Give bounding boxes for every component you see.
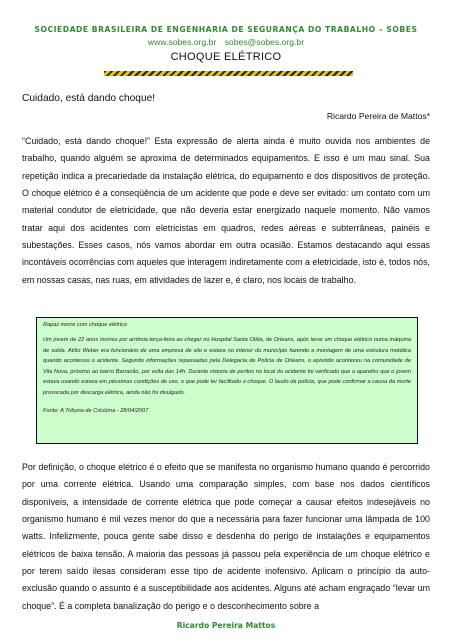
- document-title: CHOQUE ELÉTRICO: [170, 51, 282, 63]
- news-box-body: Um jovem de 22 anos morreu por arritmia terça-feira ao chegar no Hospital Santa Otília, de Orleans, após levar um choque elétrico numa máquina de solda. Atílio Weber era funcionário de uma empresa de silo e estava no interior do município fazendo a montagem de uma estrutura metálica quando aconteceu o acidente. Segundo informações repassadas pela Delegacia de Polícia de Orleans, o episódio aconteceu na comunidade de Vila Nova, próximo ao bairro Barracão, por volta das 14h. Durante vistoria de peritos no local do acidente foi verificado que o aparelho que o jovem estava usando estava em péssimas condições de uso, o que pode ter facilitado o choque. O laudo da polícia, que pode confirmar a causa da morte provocada por descarga elétrica, ainda não foi divulgado.: [43, 337, 411, 396]
- article-subtitle: Cuidado, está dando choque!: [22, 93, 156, 104]
- news-box: [36, 317, 418, 444]
- page-header: [0, 25, 452, 63]
- email-link[interactable]: sobes@sobes.org.br: [224, 37, 305, 47]
- article-paragraph-2: Por definição, o choque elétrico é o efeito que se manifesta no organismo humano quando é percorrido por uma corrente elétrica. Usando uma comparação simples, com base nos dados científicos disponíveis, a intensidade de corrente elétrica que pode começar a causar efeitos indesejáveis no organismo humano é mil vezes menor do que a necessária para fazer funcionar uma lâmpada de 100 watts. Infelizmente, pouca gente sabe disso e desdenha do perigo de instalações e equipamentos elétricos de baixa tensão. A maioria das pessoas já passou pela experiência de um choque elétrico e por terem saído ilesas consideram esse tipo de acidente inofensivo. Aplicam o princípio da auto-exclusão quando o assunto é a susceptibilidade aos acidentes. Alguns até acham engraçado “levar um choque”. É a completa banalização do perigo e o desconhecimento sobre a: [22, 462, 430, 611]
- organization-name: SOCIEDADE BRASILEIRA DE ENGENHARIA DE SEGURANÇA DO TRABALHO – SOBES: [34, 25, 418, 34]
- footer-author: Ricardo Pereira Mattos: [176, 621, 276, 630]
- article-author: Ricardo Pereira de Mattos*: [326, 111, 430, 121]
- website-link[interactable]: www.sobes.org.br: [147, 37, 217, 47]
- news-box-title: Rapaz morre com choque elétrico: [43, 322, 127, 328]
- article-paragraph-1: “Cuidado, está dando choque!” Esta expressão de alerta ainda é muito ouvida nos ambientes de trabalho, quando alguém se aproxima de determinados equipamentos. E isso é um mau sinal. Sua repetição indica a precariedade da instalação elétrica, do equipamento e dos dispositivos de proteção. O choque elétrico é a conseqüência de um acidente que pode e deve ser evitado: um contato com um material condutor de eletricidade, que não deveria estar energizado naquele momento. Não vamos tratar aqui dos acidentes com eletricistas em quadros, redes aéreas e subterrâneas, painéis e subestações. Esses casos, nós vamos abordar em outra ocasião. Estamos destacando aqui essas incontáveis ocorrências com aqueles que interagem indiretamente com a eletricidade, isto é, todos nós, em nossas casas, nas ruas, em atividades de lazer e, é claro, nos locais de trabalho.: [22, 136, 430, 285]
- news-box-source: Fonte: A Tribuna de Criciúma - 28/04/2007: [43, 407, 149, 414]
- contact-line: [0, 37, 452, 47]
- hazard-stripe-divider: [104, 71, 353, 76]
